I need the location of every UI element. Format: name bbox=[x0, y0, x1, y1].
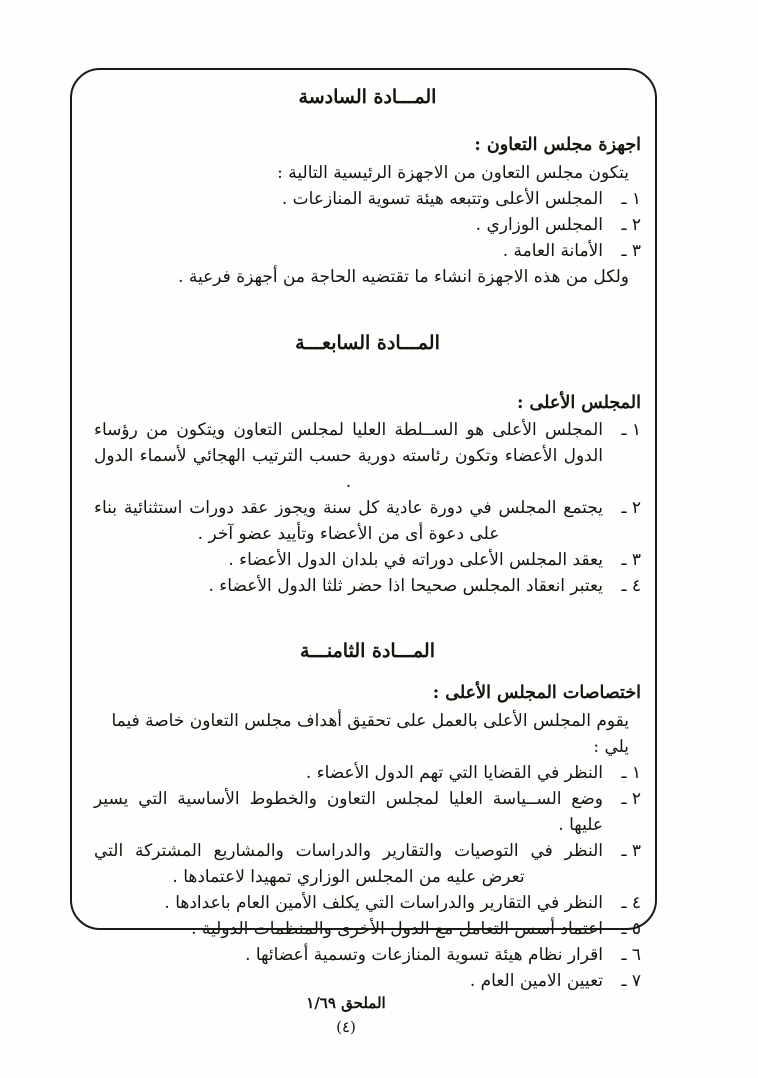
clause-number: ٥ ـ bbox=[621, 919, 641, 939]
clause-item bbox=[94, 495, 641, 547]
clause-text: المجلس الأعلى هو الســلطة العليا لمجلس التعاون ويتكون من رؤساء الدول الأعضاء وتكون رئاسته دورية حسب الترتيب الهجائي لأسماء الدول . bbox=[94, 420, 603, 492]
clause-number: ١ ـ bbox=[621, 420, 641, 440]
clause-number: ٢ ـ bbox=[621, 215, 641, 235]
clause-number: ١ ـ bbox=[621, 763, 641, 783]
clause-text: يعتبر انعقاد المجلس صحيحا اذا حضر ثلثا الدول الأعضاء . bbox=[208, 576, 603, 596]
clause-item bbox=[94, 916, 641, 942]
clause-number: ٦ ـ bbox=[621, 945, 641, 965]
clause-item bbox=[94, 238, 641, 264]
article-seven-heading: المـــادة السابعـــة bbox=[295, 332, 440, 354]
clause-text: المجلس الوزاري . bbox=[475, 215, 603, 235]
clause-item bbox=[94, 942, 641, 968]
document-border-frame bbox=[70, 68, 657, 991]
article-eight-heading: المـــادة الثامنـــة bbox=[300, 640, 435, 662]
clause-number: ٢ ـ bbox=[621, 498, 641, 518]
page-number: (٤) bbox=[336, 1018, 356, 1036]
article-six-heading: المـــادة السادسة bbox=[298, 86, 437, 108]
clause-text: وضع الســياسة العليا لمجلس التعاون والخطوط الأساسية التي يسير عليها . bbox=[94, 789, 603, 835]
article-six-clauses bbox=[94, 186, 641, 264]
page-footer bbox=[0, 992, 692, 1038]
clause-item bbox=[94, 186, 641, 212]
clause-text: اعتماد أسس التعامل مع الدول الأخرى والمنظمات الدولية . bbox=[191, 919, 603, 939]
annex-reference: الملحق ١/٦٩ bbox=[306, 994, 386, 1012]
clause-item bbox=[94, 212, 641, 238]
clause-text: تعيين الامين العام . bbox=[469, 971, 603, 991]
clause-number: ٤ ـ bbox=[621, 576, 641, 596]
article-seven-clauses bbox=[94, 417, 641, 599]
article-seven-subheading: المجلس الأعلى : bbox=[516, 393, 641, 413]
clause-text: الأمانة العامة . bbox=[502, 241, 603, 261]
clause-text: يجتمع المجلس في دورة عادية كل سنة ويجوز عقد دورات استثنائية بناء على دعوة أى من الأعضاء وتأييد عضو آخر . bbox=[94, 498, 603, 544]
clause-text: اقرار نظام هيئة تسوية المنازعات وتسمية أعضائها . bbox=[245, 945, 603, 965]
clause-number: ٧ ـ bbox=[621, 971, 641, 991]
article-eight-subheading: اختصاصات المجلس الأعلى : bbox=[432, 683, 641, 703]
clause-number: ٣ ـ bbox=[621, 550, 641, 570]
clause-text: المجلس الأعلى وتتبعه هيئة تسوية المنازعات . bbox=[281, 189, 603, 209]
clause-text: النظر في التوصيات والتقارير والدراسات والمشاريع المشتركة التي تعرض عليه من المجلس الوزاري تمهيدا لاعتمادها . bbox=[94, 841, 603, 887]
clause-item bbox=[94, 573, 641, 599]
document-body bbox=[94, 84, 641, 994]
clause-item bbox=[94, 890, 641, 916]
clause-number: ٢ ـ bbox=[621, 789, 641, 809]
clause-item bbox=[94, 786, 641, 838]
article-eight-clauses bbox=[94, 760, 641, 994]
clause-item bbox=[94, 968, 641, 994]
clause-text: النظر في القضايا التي تهم الدول الأعضاء . bbox=[305, 763, 603, 783]
clause-number: ٣ ـ bbox=[621, 841, 641, 861]
clause-number: ٣ ـ bbox=[621, 241, 641, 261]
article-six-subheading: اجهزة مجلس التعاون : bbox=[474, 135, 641, 155]
clause-text: يعقد المجلس الأعلى دوراته في بلدان الدول الأعضاء . bbox=[228, 550, 603, 570]
clause-item bbox=[94, 838, 641, 890]
clause-text: النظر في التقارير والدراسات التي يكلف الأمين العام باعدادها . bbox=[164, 893, 603, 913]
article-eight-intro: يقوم المجلس الأعلى بالعمل على تحقيق أهداف مجلس التعاون خاصة فيما يلي : bbox=[111, 711, 629, 757]
article-six-intro: يتكون مجلس التعاون من الاجهزة الرئيسية التالية : bbox=[277, 163, 629, 183]
clause-number: ٤ ـ bbox=[621, 893, 641, 913]
clause-item bbox=[94, 417, 641, 495]
clause-number: ١ ـ bbox=[621, 189, 641, 209]
clause-item bbox=[94, 547, 641, 573]
article-six-closing: ولكل من هذه الاجهزة انشاء ما تقتضيه الحاجة من أجهزة فرعية . bbox=[178, 267, 629, 287]
clause-item bbox=[94, 760, 641, 786]
